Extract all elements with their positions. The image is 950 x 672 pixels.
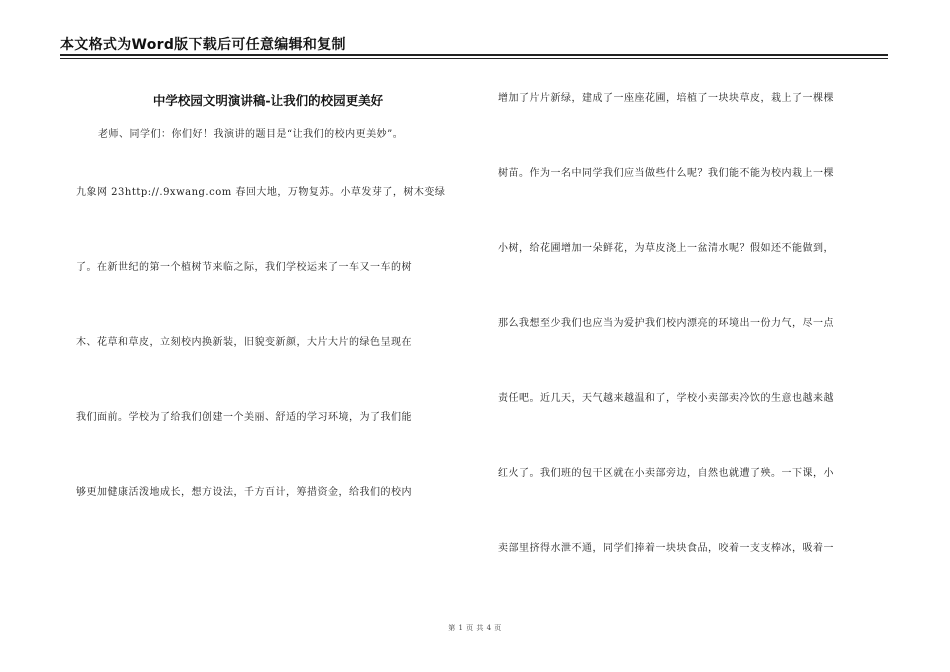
body-line: 够更加健康活泼地成长，想方设法，千方百计，筹措资金，给我们的校内 (76, 487, 412, 498)
body-line: 红火了。我们班的包干区就在小卖部旁边，自然也就遭了殃。一下课，小 (498, 468, 834, 479)
body-line: 我们面前。学校为了给我们创建一个美丽、舒适的学习环境，为了我们能 (76, 412, 412, 423)
page-footer: 第 1 页 共 4 页 (448, 624, 502, 632)
body-line: 那么我想至少我们也应当为爱护我们校内漂亮的环境出一份力气，尽一点 (498, 318, 834, 329)
right-column (498, 88, 882, 582)
body-line: 木、花草和草皮，立刻校内换新装，旧貌变新颜，大片大片的绿色呈现在 (76, 337, 412, 348)
body-line: 增加了片片新绿，建成了一座座花圃，培植了一块块草皮，栽上了一棵棵 (498, 93, 834, 104)
page-header-title: 本文格式为Word版下载后可任意编辑和复制 (60, 37, 346, 53)
body-line: 九象网 23http://.9xwang.com 春回大地，万物复苏。小草发芽了，树木变绿 (76, 187, 446, 198)
body-line: 小树，给花圃增加一朵鲜花，为草皮浇上一盆清水呢？假如还不能做到， (498, 243, 834, 254)
left-column (76, 88, 460, 561)
header-rule-thin (60, 58, 888, 59)
body-line: 了。在新世纪的第一个植树节来临之际，我们学校运来了一车又一车的树 (76, 262, 412, 273)
body-line: 卖部里挤得水泄不通，同学们捧着一块块食品，咬着一支支棒冰，吸着一 (498, 543, 834, 554)
document-title: 中学校园文明演讲稿-让我们的校园更美好 (152, 93, 384, 108)
body-line: 老师、同学们：你们好！我演讲的题目是“让我们的校内更美妙”。 (98, 129, 404, 140)
body-line: 责任吧。近几天，天气越来越温和了，学校小卖部卖冷饮的生意也越来越 (498, 393, 834, 404)
body-line: 树苗。作为一名中同学我们应当做些什么呢？我们能不能为校内栽上一棵 (498, 168, 834, 179)
header-rule-thick (60, 54, 888, 56)
